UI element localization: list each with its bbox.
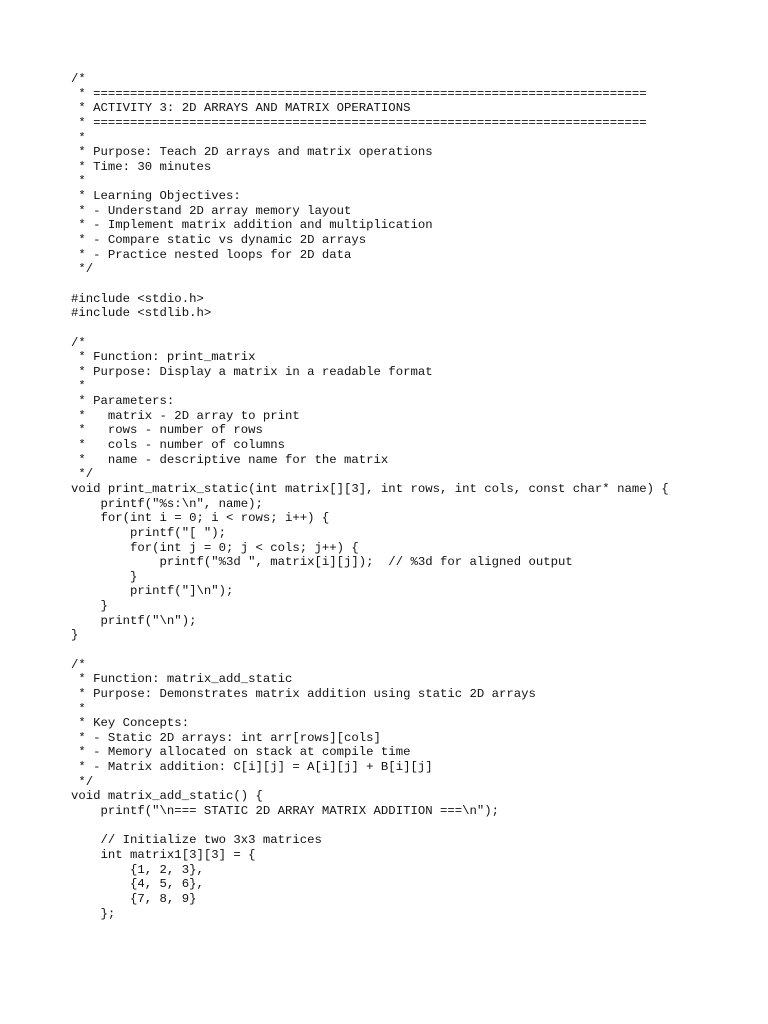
code-line: * ACTIVITY 3: 2D ARRAYS AND MATRIX OPERATIONS — [71, 101, 411, 116]
code-line — [71, 819, 669, 834]
code-line: void matrix_add_static() { — [71, 789, 263, 804]
code-line: * - Static 2D arrays: int arr[rows][cols] — [71, 730, 381, 745]
code-line: * Learning Objectives: — [71, 189, 241, 204]
code-line: * - Implement matrix addition and multiplication — [71, 218, 433, 233]
code-line: */ — [71, 774, 94, 789]
code-line: }; — [71, 906, 116, 921]
code-line: /* — [71, 72, 86, 86]
code-line: */ — [71, 467, 94, 482]
code-line: * Purpose: Display a matrix in a readable format — [71, 364, 433, 379]
code-line: * - Compare static vs dynamic 2D arrays — [71, 233, 367, 248]
code-line: */ — [71, 262, 94, 277]
code-line: } — [71, 628, 79, 643]
code-line: #include <stdio.h> — [71, 291, 204, 306]
code-line: printf("]\n"); — [71, 584, 234, 599]
code-line: * - Memory allocated on stack at compile time — [71, 745, 411, 760]
code-line: * Function: print_matrix — [71, 350, 256, 365]
code-line: * Purpose: Teach 2D arrays and matrix operations — [71, 145, 433, 160]
code-line: #include <stdlib.h> — [71, 306, 212, 321]
code-line: // Initialize two 3x3 matrices — [71, 833, 322, 848]
code-line: printf("[ "); — [71, 525, 226, 540]
code-line — [71, 643, 669, 658]
code-line: * - Understand 2D array memory layout — [71, 203, 352, 218]
code-line: * rows - number of rows — [71, 423, 263, 438]
code-line: printf("\n"); — [71, 613, 197, 628]
code-line: int matrix1[3][3] = { — [71, 847, 256, 862]
code-line: } — [71, 599, 108, 614]
code-line: printf("%s:\n", name); — [71, 496, 263, 511]
code-line: * Purpose: Demonstrates matrix addition using static 2D arrays — [71, 686, 536, 701]
code-line: /* — [71, 657, 86, 672]
code-line: * - Matrix addition: C[i][j] = A[i][j] + B[i][j] — [71, 760, 433, 775]
code-line: /* — [71, 335, 86, 350]
source-code — [71, 72, 669, 921]
code-line: * Parameters: — [71, 394, 175, 409]
code-line — [71, 321, 669, 336]
code-line: {1, 2, 3}, — [71, 862, 204, 877]
code-line: for(int j = 0; j < cols; j++) { — [71, 540, 359, 555]
code-line: } — [71, 569, 138, 584]
code-line: * cols - number of columns — [71, 438, 286, 453]
code-line: void print_matrix_static(int matrix[][3], int rows, int cols, const char* name) { — [71, 481, 669, 496]
code-line: * — [71, 379, 86, 394]
code-line: printf("%3d ", matrix[i][j]); // %3d for aligned output — [71, 555, 573, 570]
code-line: * — [71, 130, 86, 145]
code-line: * - Practice nested loops for 2D data — [71, 247, 352, 262]
code-line: * — [71, 701, 86, 716]
code-line: * name - descriptive name for the matrix — [71, 452, 389, 467]
code-line: * =========================================================================== — [71, 86, 647, 101]
code-line: * — [71, 174, 86, 189]
code-line: * matrix - 2D array to print — [71, 408, 300, 423]
code-line — [71, 277, 669, 292]
code-line: {7, 8, 9} — [71, 891, 197, 906]
code-line: * Function: matrix_add_static — [71, 672, 293, 687]
code-line: * Time: 30 minutes — [71, 159, 212, 174]
code-line: {4, 5, 6}, — [71, 877, 204, 892]
code-line: * =========================================================================== — [71, 115, 647, 130]
code-line: for(int i = 0; i < rows; i++) { — [71, 511, 330, 526]
code-line: printf("\n=== STATIC 2D ARRAY MATRIX ADDITION ===\n"); — [71, 804, 500, 819]
code-line: * Key Concepts: — [71, 716, 190, 731]
